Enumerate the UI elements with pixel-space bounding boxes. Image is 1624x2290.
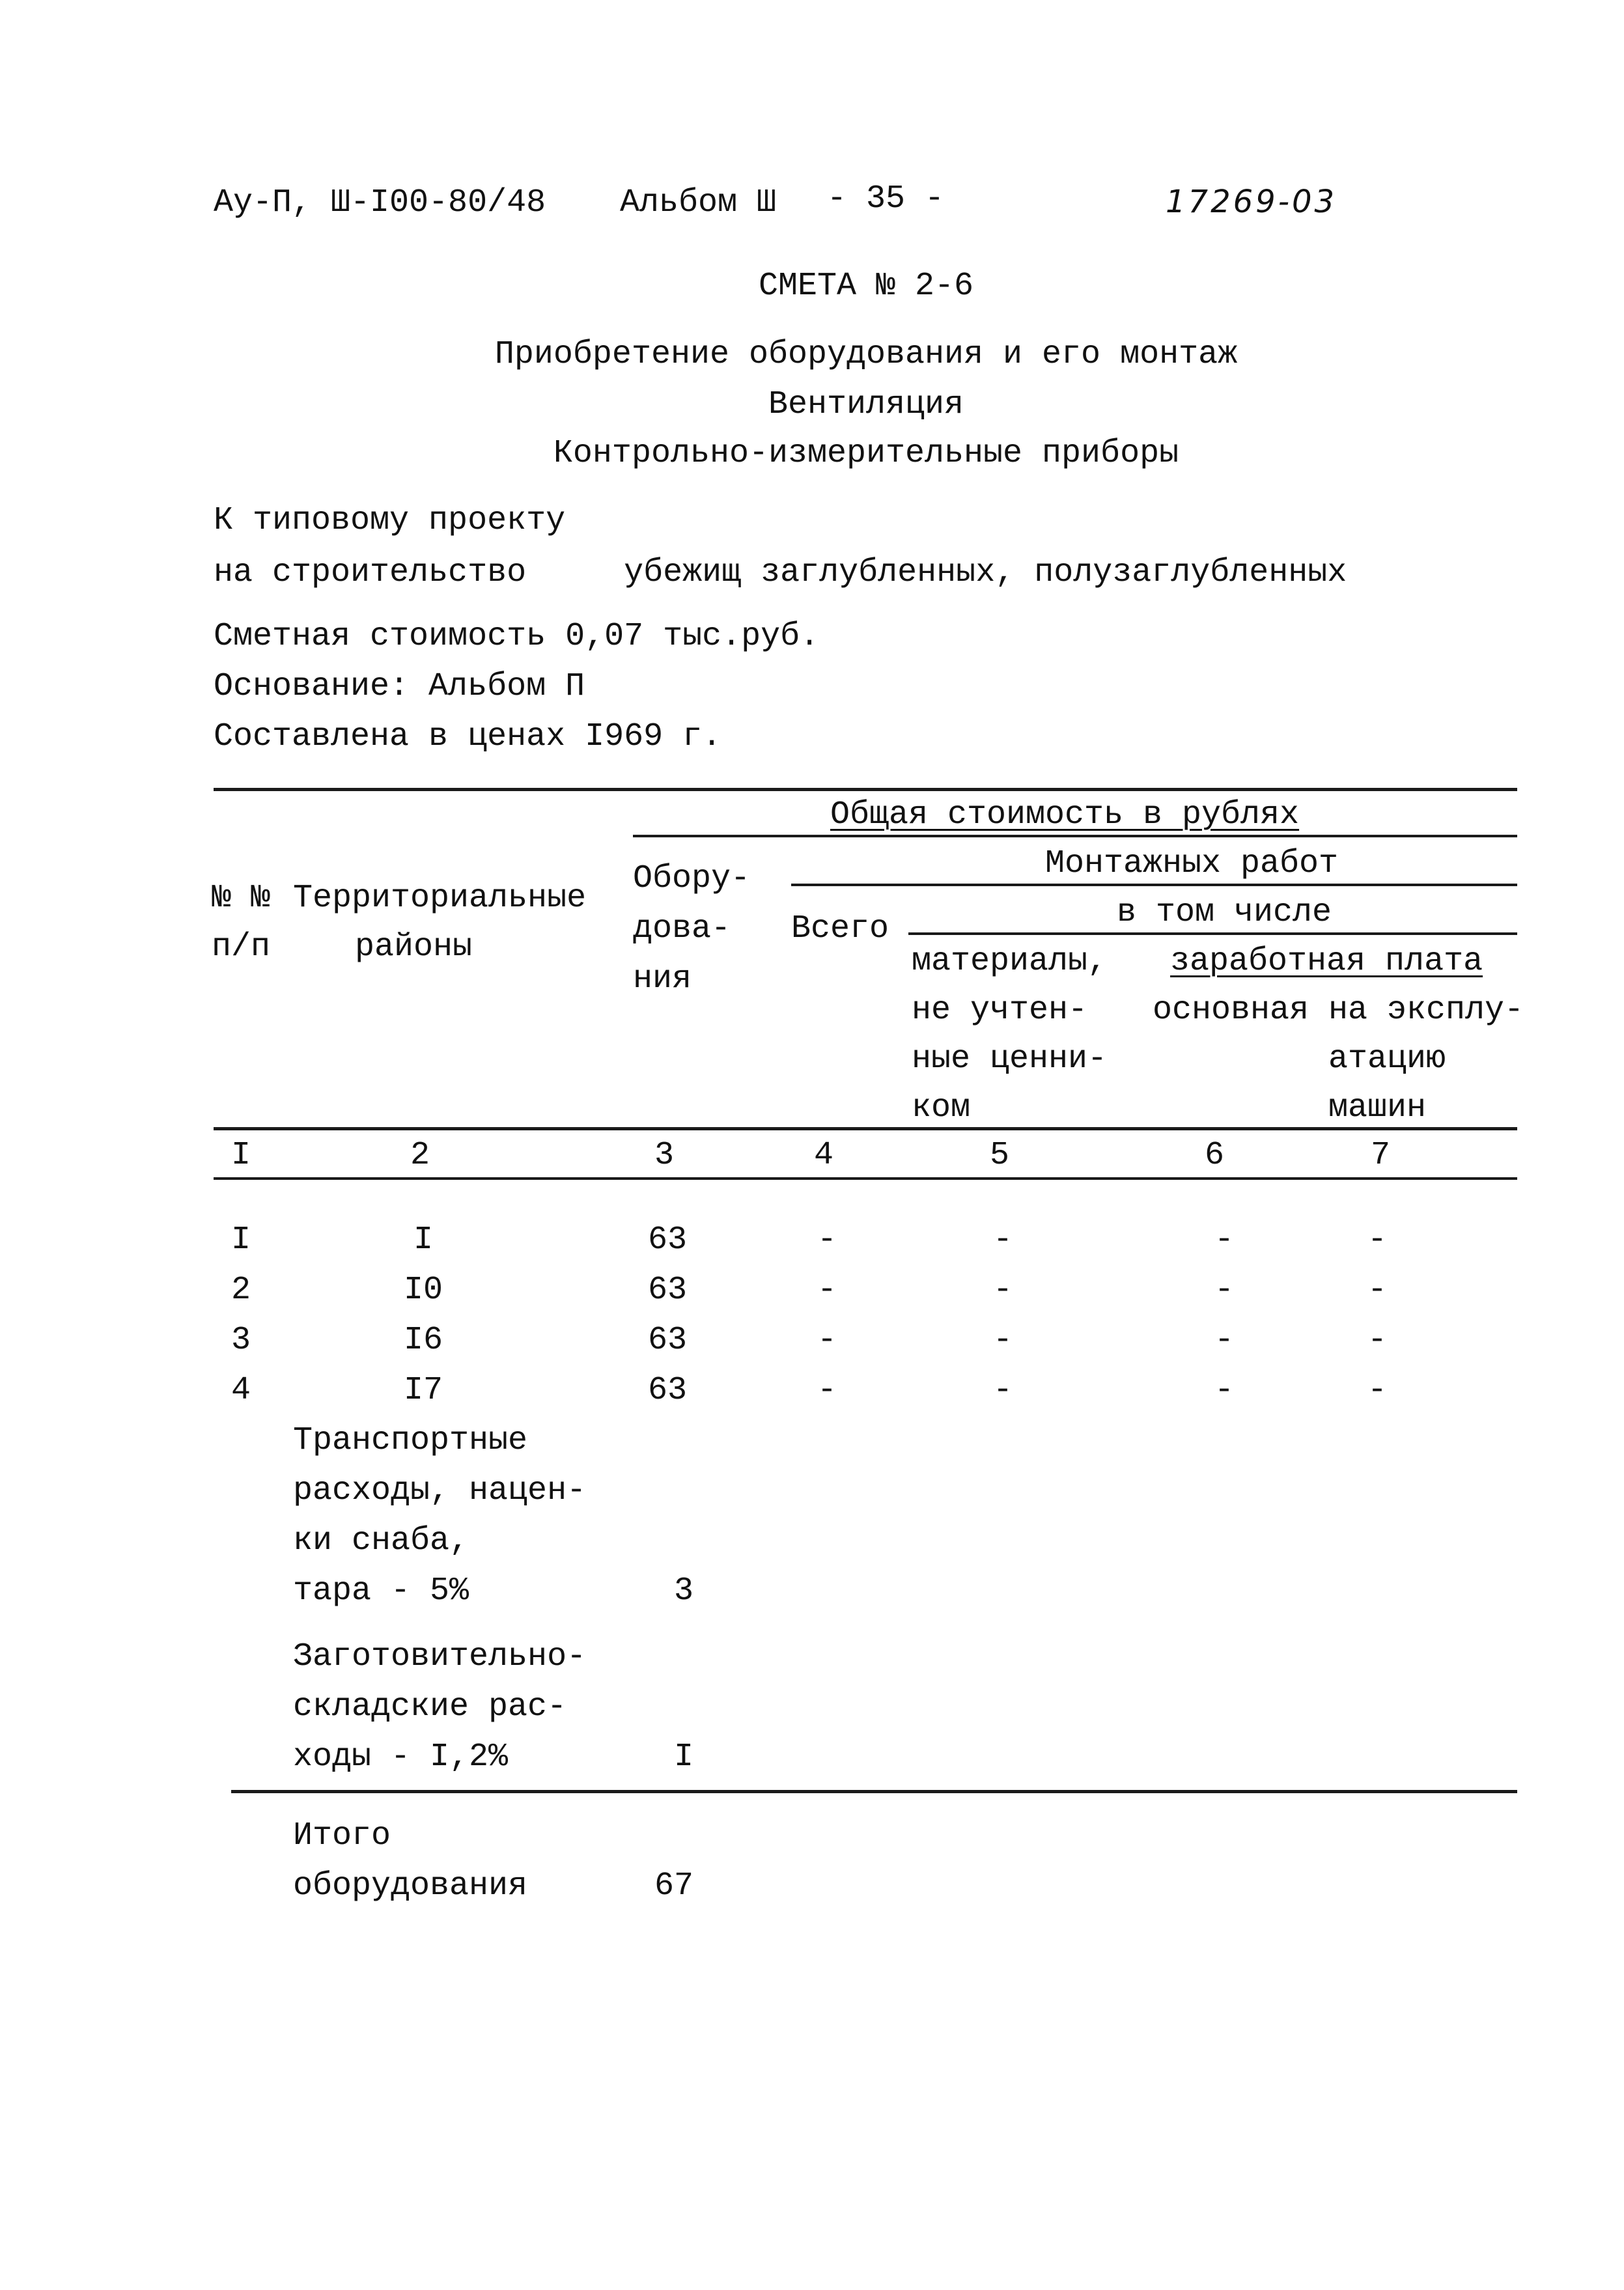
row-col7: - — [1367, 1272, 1387, 1309]
header-machines-c: машин — [1328, 1089, 1427, 1126]
col-number-1: I — [231, 1137, 251, 1174]
album-label: Альбом Ш — [620, 184, 777, 221]
transport-line-1: Транспортные — [293, 1422, 528, 1459]
transport-value: 3 — [673, 1572, 693, 1610]
row-col6: - — [1214, 1372, 1234, 1409]
col-number-2: 2 — [410, 1137, 430, 1174]
storage-line-2: складские рас- — [293, 1688, 567, 1725]
document-number: 17269-03 — [1166, 184, 1337, 220]
header-v-tom-chisle: в том числе — [1116, 894, 1332, 931]
row-col7: - — [1367, 1322, 1387, 1359]
row-col6: - — [1214, 1222, 1234, 1259]
header-materials-c: ные ценни- — [912, 1040, 1108, 1078]
rule-under-montazh — [791, 884, 1517, 886]
title-line-2: Вентиляция — [768, 386, 964, 423]
title-line-1: Приобретение оборудования и его монтаж — [494, 336, 1238, 373]
row-col7: - — [1367, 1372, 1387, 1409]
transport-line-3: ки снаба, — [293, 1522, 469, 1559]
header-total-cost: Общая стоимость в рублях — [830, 796, 1300, 833]
row-equip: 63 — [647, 1272, 687, 1309]
row-col4: - — [817, 1272, 837, 1309]
document-code: Ау-П, Ш-I00-80/48 — [214, 184, 546, 221]
col-number-6: 6 — [1204, 1137, 1224, 1174]
page-number: - 35 - — [827, 180, 945, 217]
header-machines-b: атацию — [1328, 1040, 1446, 1078]
storage-line-1: Заготовительно- — [293, 1638, 587, 1675]
estimated-cost: Сметная стоимость 0,07 тыс.руб. — [214, 618, 820, 655]
row-col5: - — [992, 1322, 1013, 1359]
table-top-rule — [214, 788, 1517, 791]
row-col5: - — [992, 1222, 1013, 1259]
col-number-3: 3 — [654, 1137, 674, 1174]
total-line-1: Итого — [293, 1817, 391, 1854]
transport-line-4: тара - 5% — [293, 1572, 469, 1610]
row-col5: - — [992, 1272, 1013, 1309]
project-line-1: К типовому проекту — [214, 502, 566, 539]
row-col6: - — [1214, 1322, 1234, 1359]
row-num: I — [231, 1222, 251, 1259]
col-number-7: 7 — [1370, 1137, 1390, 1174]
row-num: 2 — [231, 1272, 251, 1309]
column-numbers-rule — [214, 1177, 1517, 1180]
header-region-a: Территориальные — [293, 880, 587, 917]
project-line-2: на строительство убежищ заглубленных, полузаглубленных — [214, 554, 1347, 591]
row-col4: - — [817, 1372, 837, 1409]
total-value: 67 — [654, 1867, 693, 1905]
header-montazh: Монтажных работ — [1044, 845, 1339, 882]
header-equip-a: Обору- — [633, 860, 751, 897]
table-bottom-rule — [231, 1790, 1517, 1793]
header-region-b: районы — [355, 929, 473, 966]
row-equip: 63 — [647, 1222, 687, 1259]
col-number-5: 5 — [989, 1137, 1009, 1174]
header-wages: заработная плата — [1170, 943, 1483, 980]
row-col4: - — [817, 1222, 837, 1259]
row-col4: - — [817, 1322, 837, 1359]
smeta-title: СМЕТА № 2-6 — [758, 268, 974, 305]
row-region: I7 — [403, 1372, 443, 1409]
row-equip: 63 — [647, 1322, 687, 1359]
prices-year: Составлена в ценах I969 г. — [214, 718, 722, 755]
row-col7: - — [1367, 1222, 1387, 1259]
storage-line-3: ходы - I,2% — [293, 1738, 509, 1776]
row-col6: - — [1214, 1272, 1234, 1309]
basis: Основание: Альбом П — [214, 668, 585, 705]
header-materials-d: ком — [912, 1089, 971, 1126]
header-materials-a: материалы, — [912, 943, 1108, 980]
header-materials-b: не учтен- — [912, 992, 1088, 1029]
row-num: 4 — [231, 1372, 251, 1409]
header-num-a: № № — [212, 880, 271, 917]
row-region: I6 — [403, 1322, 443, 1359]
total-line-2: оборудования — [293, 1867, 528, 1905]
header-vsego: Всего — [791, 910, 889, 947]
header-wages-basic: основная — [1153, 992, 1309, 1029]
header-bottom-rule — [214, 1127, 1517, 1130]
header-equip-c: ния — [633, 960, 692, 998]
header-machines-a: на эксплу- — [1328, 992, 1524, 1029]
row-region: I — [413, 1222, 433, 1259]
header-equip-b: дова- — [633, 910, 731, 947]
transport-line-2: расходы, нацен- — [293, 1472, 587, 1509]
row-equip: 63 — [647, 1372, 687, 1409]
rule-under-v-tom-chisle — [908, 932, 1517, 935]
rule-under-total-cost — [633, 835, 1517, 837]
row-num: 3 — [231, 1322, 251, 1359]
header-num-b: п/п — [212, 929, 271, 966]
col-number-4: 4 — [813, 1137, 833, 1174]
storage-value: I — [673, 1738, 693, 1776]
row-col5: - — [992, 1372, 1013, 1409]
row-region: I0 — [403, 1272, 443, 1309]
title-line-3: Контрольно-измерительные приборы — [553, 435, 1179, 472]
